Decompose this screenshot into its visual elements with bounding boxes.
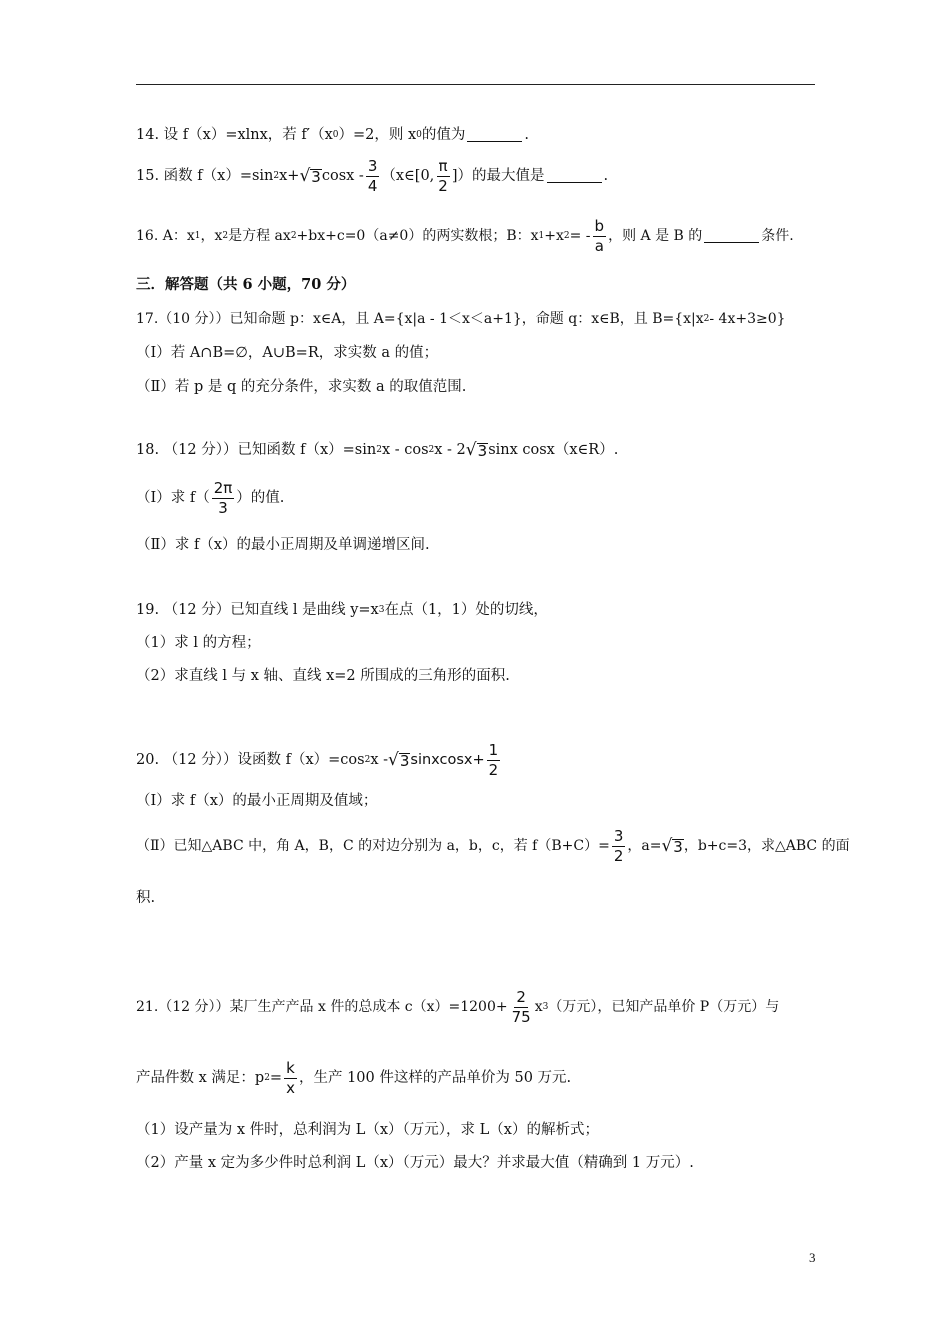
q14-text-d: . xyxy=(524,127,529,143)
q14-sub: 0 xyxy=(332,129,339,140)
fraction xyxy=(436,158,450,194)
question-17 xyxy=(136,312,826,326)
question-21 xyxy=(136,989,826,1025)
q21-part-2: （2）产量 x 定为多少件时总利润 L（x）（万元）最大？并求最大值（精确到 1 万元）. xyxy=(136,1155,694,1171)
question-15 xyxy=(136,158,826,194)
q21-text-c: （万元），已知产品单价 P（万元）与 xyxy=(548,999,780,1015)
q21-sup: 2 xyxy=(264,1072,270,1083)
q16-text-b: ，x xyxy=(200,228,223,244)
answer-blank xyxy=(467,129,522,142)
q20-text-b: x - xyxy=(370,751,388,768)
q15-text-d: （x∈[0, xyxy=(381,167,435,184)
q18-part-2: （Ⅱ）求 f（x）的最小正周期及单调递增区间. xyxy=(136,537,430,553)
fraction xyxy=(366,158,380,194)
q16-text-g: ，则 A 是 B 的 xyxy=(608,228,703,244)
sqrt-expression: √ 3 xyxy=(465,440,488,460)
q18-text-d: sinx cosx（x∈R）. xyxy=(488,442,619,459)
q16-sub: 2 xyxy=(222,230,229,241)
fraction-denominator: x xyxy=(286,1078,295,1097)
q15-text-b: x+ xyxy=(279,167,300,184)
q18-text-a: 18. （12 分））已知函数 f（x）=sin xyxy=(136,442,377,459)
q18-text-b: x - cos xyxy=(381,442,429,459)
header-rule xyxy=(136,84,815,85)
sqrt-expression: √ 3 xyxy=(388,749,410,770)
fraction xyxy=(593,218,607,254)
q14-text-c: 的值为 xyxy=(421,127,466,143)
fraction-denominator: 2 xyxy=(488,760,499,779)
q20-part-2 xyxy=(136,827,850,865)
q19-part-1: （1）求 l 的方程； xyxy=(136,635,261,651)
q14-sub: 0 xyxy=(416,129,422,140)
q20-text-a: 20. （12 分））设函数 f（x）=cos xyxy=(136,751,365,768)
q16-sub: 1 xyxy=(538,230,545,241)
q14-text-b: ）=2，则 x xyxy=(338,127,417,143)
q16-sub: 2 xyxy=(563,230,570,241)
q18-p1-text-a: （Ⅰ）求 f（ xyxy=(136,489,210,506)
question-20 xyxy=(136,742,826,778)
q16-text-f: = - xyxy=(569,228,591,244)
q21-text-f: ，生产 100 件这样的产品单价为 50 万元. xyxy=(298,1069,572,1086)
q16-text-h: 条件. xyxy=(761,228,794,244)
q19-text-b: 在点（1，1）处的切线， xyxy=(384,602,548,618)
page-number: 3 xyxy=(809,1250,816,1265)
q18-text-c: x - 2 xyxy=(434,442,466,459)
answer-blank xyxy=(547,170,602,183)
q16-text-d: +bx+c=0（a≠0）的两实数根；B：x xyxy=(296,228,539,244)
q17-sup: 2 xyxy=(703,313,710,324)
fraction-denominator: 4 xyxy=(367,176,378,195)
question-14 xyxy=(136,128,826,143)
fraction-numerator: b xyxy=(594,217,605,235)
q14-text-a: 14. 设 f（x）=xlnx，若 f′（x xyxy=(136,127,333,143)
q16-text-e: +x xyxy=(544,228,564,244)
q17-text-a: 17.（10 分））已知命题 p：x∈A，且 A={x|a - 1＜x＜a+1}，命题 q：x∈B，且 B={x|x xyxy=(136,311,704,327)
fraction-denominator: 3 xyxy=(218,498,228,517)
fraction-numerator: 3 xyxy=(367,157,378,175)
q17-text-b: - 4x+3≥0} xyxy=(709,311,786,327)
fraction-denominator: 75 xyxy=(511,1007,531,1026)
q21-part-1: （1）设产量为 x 件时，总利润为 L（x）（万元），求 L（x）的解析式； xyxy=(136,1122,599,1138)
q15-text-a: 15. 函数 f（x）=sin xyxy=(136,167,274,184)
q16-text-c: 是方程 ax xyxy=(228,228,291,244)
q16-sup: 2 xyxy=(290,230,297,241)
q15-sup: 2 xyxy=(273,170,280,181)
fraction-numerator: 2 xyxy=(516,988,526,1006)
fraction xyxy=(212,480,235,516)
q20-sup: 2 xyxy=(364,754,371,765)
fraction-numerator: 2π xyxy=(213,479,233,497)
q20-p2-text-c: ，b+c=3，求△ABC 的面 xyxy=(683,838,850,854)
q16-text-a: 16. A：x xyxy=(136,228,195,244)
sqrt-radicand: 3 xyxy=(311,167,321,186)
q15-text-f: . xyxy=(603,167,609,184)
fraction-numerator: 1 xyxy=(488,741,499,759)
q21-line-2 xyxy=(136,1060,826,1096)
q15-text-e: ]）的最大值是 xyxy=(451,167,545,184)
q16-sub: 1 xyxy=(194,230,201,241)
fraction-numerator: 3 xyxy=(613,827,624,845)
fraction xyxy=(487,742,501,778)
fraction-numerator: π xyxy=(438,157,448,175)
q18-sup: 2 xyxy=(376,445,382,455)
q19-text-a: 19. （12 分）已知直线 l 是曲线 y=x xyxy=(136,602,379,618)
fraction-denominator: a xyxy=(594,236,604,255)
sqrt-radicand: 3 xyxy=(477,442,488,460)
q20-p2-text-a: （Ⅱ）已知△ABC 中，角 A，B，C 的对边分别为 a，b，c，若 f（B+C）= xyxy=(136,838,610,854)
q18-sup: 2 xyxy=(428,445,435,455)
q19-sup: 3 xyxy=(378,604,385,615)
fraction xyxy=(284,1060,297,1096)
fraction xyxy=(612,828,626,864)
fraction-denominator: 2 xyxy=(438,176,448,195)
sqrt-radicand: 3 xyxy=(673,837,683,856)
fraction-numerator: k xyxy=(286,1059,295,1077)
q18-part-1 xyxy=(136,480,826,516)
q21-sup: 3 xyxy=(542,1001,549,1012)
q19-part-2: （2）求直线 l 与 x 轴、直线 x=2 所围成的三角形的面积. xyxy=(136,668,510,684)
q20-text-c: sinxcosx+ xyxy=(410,751,485,768)
q18-p1-text-b: ）的值. xyxy=(236,489,285,506)
q21-text-e: = xyxy=(269,1069,283,1086)
fraction-denominator: 2 xyxy=(613,846,624,865)
section-heading: 三．解答题（共 6 小题，70 分） xyxy=(136,276,356,293)
q20-p2-text-b: ，a= xyxy=(627,838,662,854)
q20-part-2-cont: 积. xyxy=(136,890,156,906)
sqrt-expression: √ 3 xyxy=(661,835,683,856)
q17-part-1: （Ⅰ）若 A∩B=∅，A∪B=R，求实数 a 的值； xyxy=(136,345,439,361)
q21-text-b: x xyxy=(534,999,543,1015)
q15-text-c: cosx - xyxy=(321,167,364,184)
q21-text-d: 产品件数 x 满足：p xyxy=(136,1069,265,1086)
fraction xyxy=(510,989,533,1025)
question-18 xyxy=(136,442,826,459)
question-16 xyxy=(136,218,826,254)
q21-text-a: 21.（12 分））某厂生产产品 x 件的总成本 c（x）=1200+ xyxy=(136,999,508,1015)
q20-part-1: （Ⅰ）求 f（x）的最小正周期及值域； xyxy=(136,793,378,809)
question-19 xyxy=(136,603,826,618)
answer-blank xyxy=(704,230,759,243)
sqrt-radicand: 3 xyxy=(399,751,410,770)
sqrt-expression: √ 3 xyxy=(299,165,321,186)
q17-part-2: （Ⅱ）若 p 是 q 的充分条件，求实数 a 的取值范围. xyxy=(136,379,467,395)
